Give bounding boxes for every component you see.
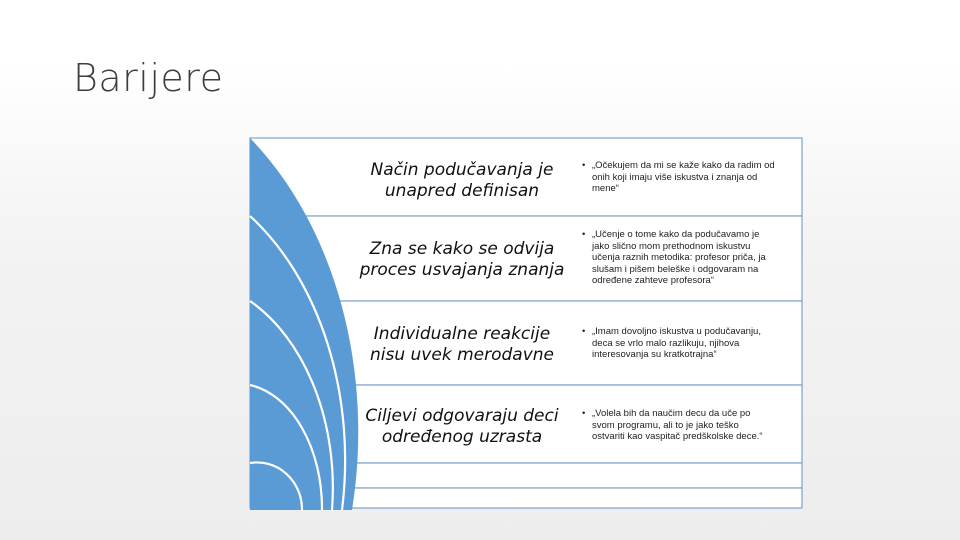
bullet-icon: •	[582, 160, 586, 171]
row-quote-1: • „Očekujem da mi se kaže kako da radim od onih koji imaju više iskustva i znanja od mene“	[582, 160, 775, 194]
row-label-1: Način podučavanja je unapred definisan	[370, 160, 554, 201]
bullet-icon: •	[582, 229, 586, 240]
row-label-4: Ciljevi odgovaraju deci određenog uzrasta	[365, 406, 559, 447]
slide-title: Barijere	[73, 56, 224, 100]
row-quote-3: • „Imam dovoljno iskustva u podučavanju, deca se vrlo malo razlikuju, njihova interesovanja su kratkotrajna“	[582, 326, 761, 360]
row-quote-4: • „Volela bih da naučim decu da uče po svom programu, ali to je jako teško ostvariti kao vaspitač predškolske dece.“	[582, 408, 763, 442]
row-label-2: Zna se kako se odvija proces usvajanja znanja	[359, 239, 565, 280]
row-label-3: Individualne reakcije nisu uvek merodavne	[370, 324, 554, 365]
row-quote-2: • „Učenje o tome kako da podučavamo je jako slično mom prethodnom iskustvu učenja raznih metodika: profesor priča, ja slušam i pišem beleške i odgovaram na određene zahteve profesora“	[582, 229, 766, 286]
bullet-icon: •	[582, 408, 586, 419]
bullet-icon: •	[582, 326, 586, 337]
